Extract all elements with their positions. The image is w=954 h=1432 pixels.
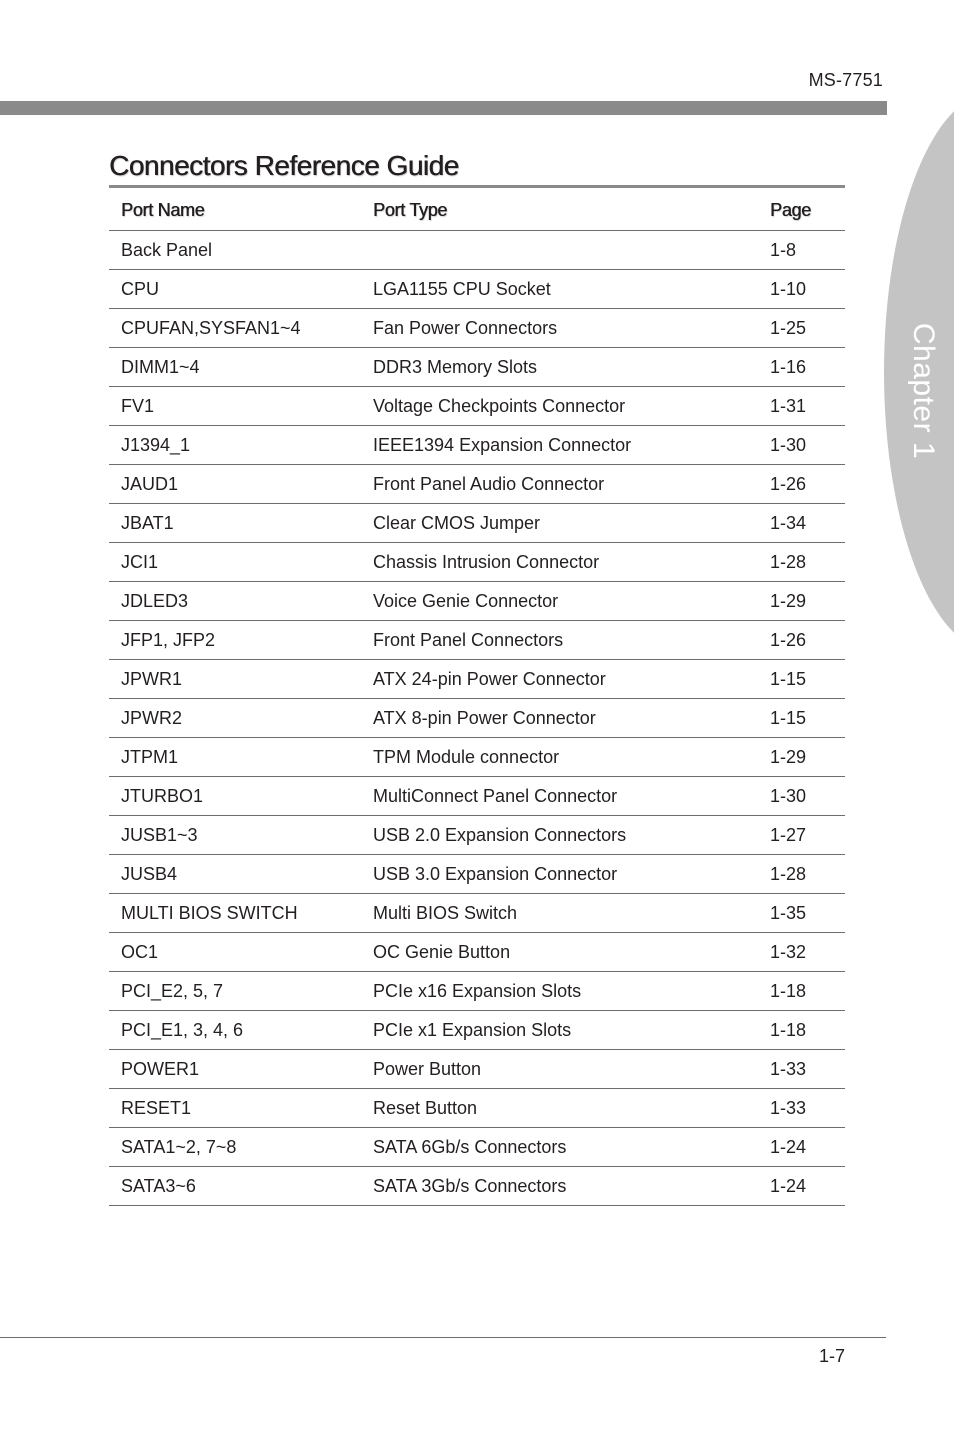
port-name-cell: RESET1 xyxy=(109,1089,361,1128)
footer-rule xyxy=(0,1337,886,1338)
port-type-cell: DDR3 Memory Slots xyxy=(361,348,770,387)
port-name-cell: SATA1~2, 7~8 xyxy=(109,1128,361,1167)
port-name-cell: PCI_E2, 5, 7 xyxy=(109,972,361,1011)
table-row xyxy=(109,855,845,894)
port-name-cell: SATA3~6 xyxy=(109,1167,361,1206)
port-name-cell: JTURBO1 xyxy=(109,777,361,816)
port-name-cell: DIMM1~4 xyxy=(109,348,361,387)
table-row xyxy=(109,465,845,504)
port-type-cell: Power Button xyxy=(361,1050,770,1089)
port-name-cell: JPWR1 xyxy=(109,660,361,699)
port-type-cell: TPM Module connector xyxy=(361,738,770,777)
port-type-cell: SATA 3Gb/s Connectors xyxy=(361,1167,770,1206)
port-name-cell: JUSB4 xyxy=(109,855,361,894)
page-cell: 1-28 xyxy=(770,543,845,582)
table-row xyxy=(109,426,845,465)
port-type-cell: Voltage Checkpoints Connector xyxy=(361,387,770,426)
page-cell: 1-32 xyxy=(770,933,845,972)
page-cell: 1-30 xyxy=(770,426,845,465)
page-cell: 1-34 xyxy=(770,504,845,543)
table-row xyxy=(109,582,845,621)
table-row xyxy=(109,972,845,1011)
port-type-cell: MultiConnect Panel Connector xyxy=(361,777,770,816)
table-row xyxy=(109,504,845,543)
port-name-cell: JCI1 xyxy=(109,543,361,582)
port-type-cell: ATX 24-pin Power Connector xyxy=(361,660,770,699)
table-row xyxy=(109,1167,845,1206)
port-type-cell: PCIe x1 Expansion Slots xyxy=(361,1011,770,1050)
model-number: MS-7751 xyxy=(808,70,883,90)
page-number: 1-7 xyxy=(818,1346,845,1366)
port-type-cell: Chassis Intrusion Connector xyxy=(361,543,770,582)
port-name-cell: CPUFAN,SYSFAN1~4 xyxy=(109,309,361,348)
page-cell: 1-27 xyxy=(770,816,845,855)
port-name-cell: JFP1, JFP2 xyxy=(109,621,361,660)
port-type-cell: USB 3.0 Expansion Connector xyxy=(361,855,770,894)
port-name-cell: JDLED3 xyxy=(109,582,361,621)
port-type-cell: Multi BIOS Switch xyxy=(361,894,770,933)
table-row xyxy=(109,348,845,387)
title-rule xyxy=(109,185,845,188)
table-row xyxy=(109,621,845,660)
port-name-cell: Back Panel xyxy=(109,231,361,270)
table-row xyxy=(109,699,845,738)
page-cell: 1-30 xyxy=(770,777,845,816)
page-cell: 1-25 xyxy=(770,309,845,348)
port-type-cell: SATA 6Gb/s Connectors xyxy=(361,1128,770,1167)
port-name-cell: OC1 xyxy=(109,933,361,972)
port-type-cell: OC Genie Button xyxy=(361,933,770,972)
table-row xyxy=(109,777,845,816)
page-cell: 1-24 xyxy=(770,1128,845,1167)
table-row xyxy=(109,270,845,309)
port-name-cell: JUSB1~3 xyxy=(109,816,361,855)
page-cell: 1-28 xyxy=(770,855,845,894)
page-cell: 1-15 xyxy=(770,660,845,699)
column-header-port-name: Port Name xyxy=(109,191,361,231)
table-row xyxy=(109,231,845,270)
table-row xyxy=(109,387,845,426)
table-row xyxy=(109,1128,845,1167)
table-row xyxy=(109,1011,845,1050)
page-cell: 1-18 xyxy=(770,972,845,1011)
port-type-cell: Clear CMOS Jumper xyxy=(361,504,770,543)
page-cell: 1-29 xyxy=(770,738,845,777)
port-name-cell: CPU xyxy=(109,270,361,309)
table-body xyxy=(109,231,845,1206)
port-type-cell: Voice Genie Connector xyxy=(361,582,770,621)
page-cell: 1-31 xyxy=(770,387,845,426)
table-header-row xyxy=(109,191,845,231)
page-cell: 1-18 xyxy=(770,1011,845,1050)
port-name-cell: J1394_1 xyxy=(109,426,361,465)
page-cell: 1-33 xyxy=(770,1050,845,1089)
port-name-cell: FV1 xyxy=(109,387,361,426)
port-name-cell: JBAT1 xyxy=(109,504,361,543)
table-row xyxy=(109,816,845,855)
page-cell: 1-29 xyxy=(770,582,845,621)
port-type-cell: Front Panel Audio Connector xyxy=(361,465,770,504)
port-type-cell xyxy=(361,231,770,270)
table-row xyxy=(109,543,845,582)
page-cell: 1-26 xyxy=(770,465,845,504)
table-row xyxy=(109,894,845,933)
table-row xyxy=(109,933,845,972)
connectors-table xyxy=(109,191,845,1206)
port-name-cell: JTPM1 xyxy=(109,738,361,777)
table-row xyxy=(109,1089,845,1128)
port-name-cell: MULTI BIOS SWITCH xyxy=(109,894,361,933)
port-type-cell: LGA1155 CPU Socket xyxy=(361,270,770,309)
port-name-cell: JPWR2 xyxy=(109,699,361,738)
port-type-cell: PCIe x16 Expansion Slots xyxy=(361,972,770,1011)
port-name-cell: POWER1 xyxy=(109,1050,361,1089)
column-header-page: Page xyxy=(770,191,845,231)
page-cell: 1-35 xyxy=(770,894,845,933)
table-row xyxy=(109,660,845,699)
port-type-cell: Front Panel Connectors xyxy=(361,621,770,660)
page-cell: 1-10 xyxy=(770,270,845,309)
table-row xyxy=(109,309,845,348)
column-header-port-type: Port Type xyxy=(361,191,770,231)
page-cell: 1-33 xyxy=(770,1089,845,1128)
port-type-cell: Fan Power Connectors xyxy=(361,309,770,348)
page-cell: 1-8 xyxy=(770,231,845,270)
header-bar xyxy=(0,101,887,115)
port-name-cell: PCI_E1, 3, 4, 6 xyxy=(109,1011,361,1050)
page-cell: 1-26 xyxy=(770,621,845,660)
port-type-cell: Reset Button xyxy=(361,1089,770,1128)
port-type-cell: ATX 8-pin Power Connector xyxy=(361,699,770,738)
table-row xyxy=(109,1050,845,1089)
port-type-cell: IEEE1394 Expansion Connector xyxy=(361,426,770,465)
port-type-cell: USB 2.0 Expansion Connectors xyxy=(361,816,770,855)
page-cell: 1-24 xyxy=(770,1167,845,1206)
port-name-cell: JAUD1 xyxy=(109,465,361,504)
page-cell: 1-15 xyxy=(770,699,845,738)
page-cell: 1-16 xyxy=(770,348,845,387)
table-row xyxy=(109,738,845,777)
chapter-label: Chapter 1 xyxy=(907,322,940,460)
page-title: Connectors Reference Guide xyxy=(109,150,459,181)
